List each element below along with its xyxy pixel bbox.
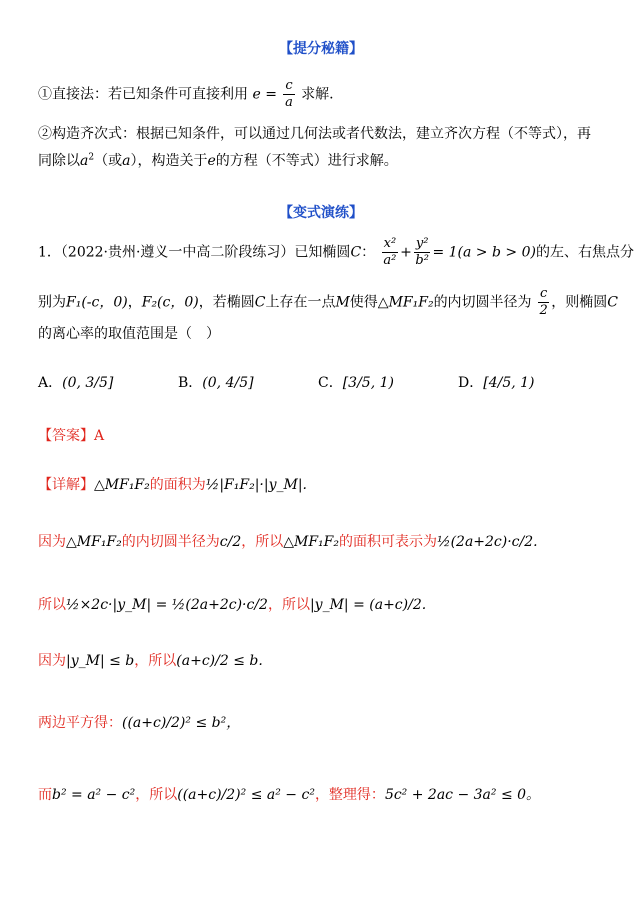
- ellipse-y-term: [414, 236, 431, 269]
- question1-ellipse-c: C: [350, 244, 362, 261]
- option-b[interactable]: [178, 372, 318, 392]
- q1-c2: C: [607, 294, 619, 311]
- step1-e: 的面积可表示为: [339, 534, 437, 550]
- step5-a: 而: [38, 787, 52, 803]
- question1-line1: [38, 236, 634, 269]
- step5-b: ，所以: [135, 787, 178, 803]
- q1-text-c: 上存在一点: [265, 294, 336, 311]
- q1-text-e: 的内切圆半径为: [433, 294, 532, 311]
- option-c-value: [3/5, 1): [342, 375, 394, 391]
- options-row: [38, 372, 598, 392]
- option-a[interactable]: [38, 372, 178, 392]
- ellipse-x-den: a²: [383, 253, 397, 268]
- q1-text-f: ，则椭圆: [551, 294, 608, 311]
- step5-expr3: 5c² + 2ac − 3a² ≤ 0。: [384, 787, 541, 803]
- question1-colon: ：: [361, 244, 376, 261]
- q1-radius-num: c: [540, 286, 548, 301]
- option-a-value: (0, 3/5]: [62, 375, 114, 391]
- step1-line: [38, 531, 538, 551]
- method1-prefix: ①直接法：若已知条件可直接利用: [38, 86, 248, 103]
- step4-expr: ((a+c)/2)² ≤ b²，: [122, 715, 241, 731]
- step1-b: 的内切圆半径为: [121, 534, 220, 550]
- detail-line: [38, 474, 307, 494]
- q1-text-b: ，若椭圆: [198, 294, 255, 311]
- step5-line: [38, 784, 540, 804]
- step1-a: 因为: [38, 534, 66, 550]
- option-c[interactable]: [318, 372, 458, 392]
- method2-line1: ②构造齐次式：根据已知条件，可以通过几何法或者代数法，建立齐次方程（不等式），再: [38, 126, 591, 142]
- step2-expr2: |y_M| = (a+c)/2.: [309, 597, 427, 613]
- method2-e: e: [207, 153, 216, 169]
- method1-formula-lhs: e =: [252, 86, 277, 103]
- step1-triangle: △MF₁F₂: [66, 534, 122, 550]
- ellipse-x-term: [382, 236, 399, 269]
- method1-line: [38, 78, 334, 111]
- q1-triangle: △MF₁F₂: [377, 294, 434, 311]
- step4-a: 两边平方得：: [38, 715, 122, 731]
- question1-line2: [38, 286, 618, 319]
- q1-text-d: 使得: [349, 294, 378, 311]
- step1-expr: ½(2a+2c)·c/2.: [437, 534, 538, 550]
- step1-d: ，所以: [241, 534, 284, 550]
- option-a-label: A．: [38, 375, 63, 391]
- method1-frac-num: c: [285, 78, 293, 93]
- step3-expr1: |y_M| ≤ b: [66, 653, 135, 669]
- step2-line: [38, 594, 426, 614]
- question1-line1-tail: 的左、右焦点分: [535, 244, 634, 261]
- ellipse-x-num: x²: [383, 236, 397, 251]
- method1-frac-den: a: [285, 95, 293, 110]
- method2-text-d: 的方程（不等式）进行求解。: [215, 153, 398, 169]
- option-d[interactable]: [458, 372, 598, 392]
- method1-fraction: [283, 78, 294, 111]
- detail-expr: ½|F₁F₂|·|y_M|.: [205, 477, 307, 493]
- method2-a-squared: a: [80, 153, 89, 169]
- section-title-practice: 【变式演练】: [279, 205, 363, 221]
- focus-f2: F₂(c，0): [141, 294, 199, 311]
- method1-suffix: 求解.: [301, 86, 334, 103]
- method2-text-b: （或: [94, 153, 123, 169]
- step3-a: 因为: [38, 653, 66, 669]
- step5-expr2: ((a+c)/2)² ≤ a² − c²: [177, 787, 315, 803]
- step1-triangle2: △MF₁F₂: [283, 534, 339, 550]
- q1-m: M: [335, 294, 350, 311]
- method2-a: a: [122, 153, 131, 169]
- section-title-tips: 【提分秘籍】: [279, 41, 363, 57]
- detail-text: 的面积为: [149, 477, 206, 493]
- option-c-label: C．: [318, 375, 343, 391]
- option-b-value: (0, 4/5]: [202, 375, 254, 391]
- option-b-label: B．: [178, 375, 203, 391]
- step4-line: [38, 712, 240, 732]
- step5-c: ，整理得：: [314, 787, 385, 803]
- option-d-value: [4/5, 1): [483, 375, 535, 391]
- ellipse-rhs: = 1(a > b > 0): [432, 244, 536, 261]
- option-d-label: D．: [458, 375, 484, 391]
- q1-radius-den: 2: [539, 303, 548, 318]
- question1-source: 1．（2022·贵州·遵义一中高二阶段练习）已知椭圆: [38, 244, 351, 261]
- focus-f1: F₁(-c，0): [66, 294, 128, 311]
- step2-b: ，所以: [267, 597, 310, 613]
- step2-a: 所以: [38, 597, 66, 613]
- step1-radius: c/2: [219, 534, 242, 550]
- question1-line3: 的离心率的取值范围是（ ）: [38, 326, 220, 342]
- ellipse-y-num: y²: [415, 236, 429, 251]
- method2-text-c: ），构造关于: [130, 153, 208, 169]
- q1-c: C: [254, 294, 266, 311]
- detail-prefix: 【详解】: [38, 477, 94, 493]
- step3-b: ，所以: [134, 653, 177, 669]
- step2-expr1: ½×2c·|y_M| = ½(2a+2c)·c/2: [66, 597, 268, 613]
- detail-triangle: △MF₁F₂: [94, 477, 150, 493]
- ellipse-plus: +: [400, 244, 412, 261]
- q1-radius-frac: [538, 286, 549, 319]
- method2-text-a: 同除以: [38, 153, 80, 169]
- method2-line2: 同除以$a^2$（或a），构造关于e的方程（不等式）进行求解。: [38, 152, 398, 169]
- step3-expr2: (a+c)/2 ≤ b.: [176, 653, 263, 669]
- ellipse-y-den: b²: [415, 253, 429, 268]
- step5-expr1: b² = a² − c²: [52, 787, 136, 803]
- q1-text-a: 别为: [38, 294, 66, 311]
- q1-sep: ，: [127, 294, 142, 311]
- step3-line: [38, 650, 263, 670]
- answer-line: 【答案】A: [38, 428, 105, 444]
